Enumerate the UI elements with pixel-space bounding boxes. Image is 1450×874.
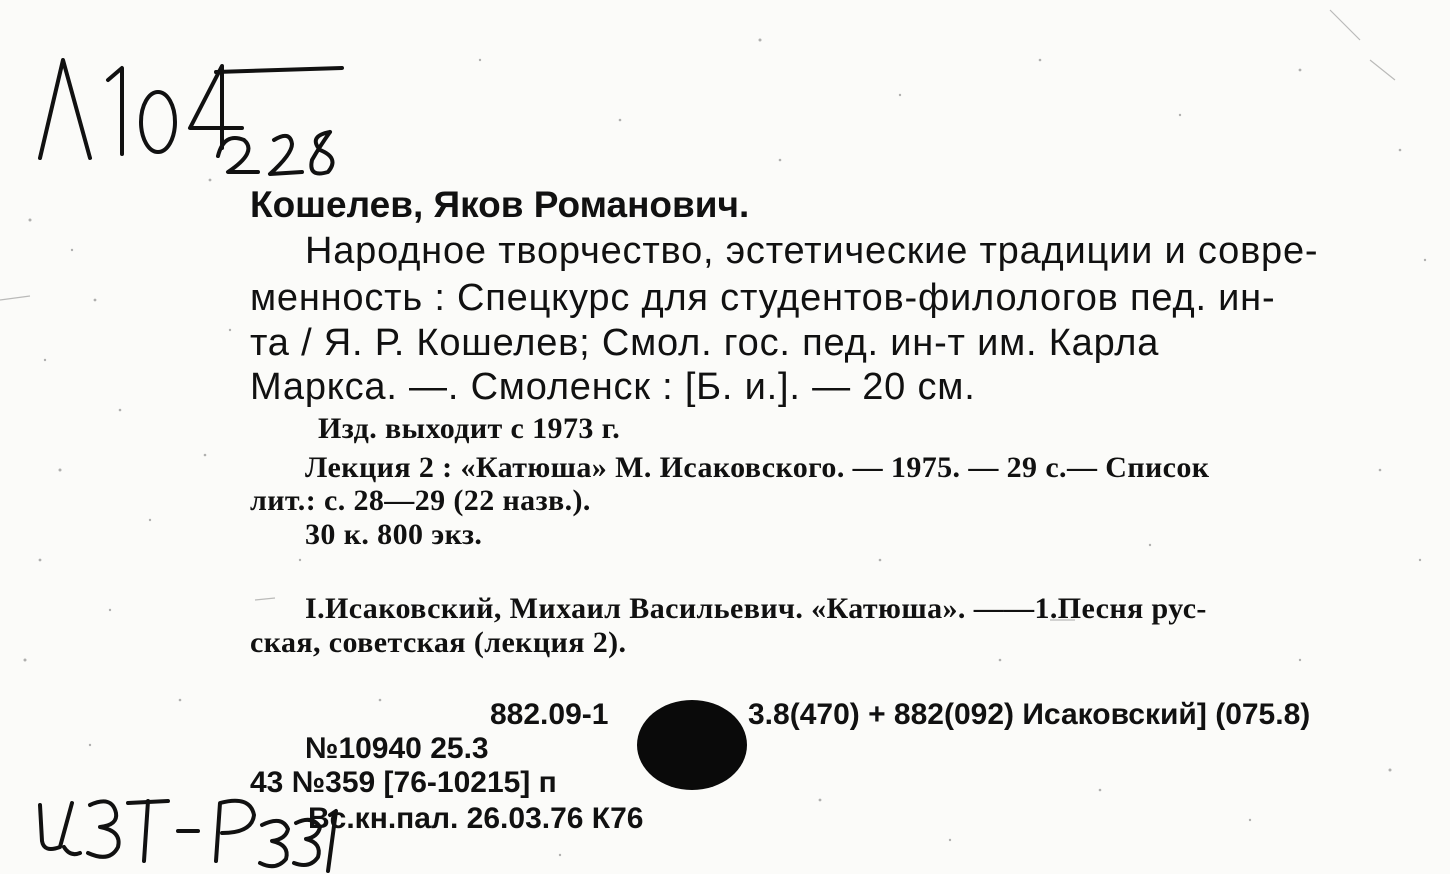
title-line-2: менность : Спецкурс для студентов-филологов пед. ин- — [250, 277, 1276, 319]
title-line-1: Народное творчество, эстетические традиции и совре- — [305, 230, 1319, 272]
author-heading: Кошелев, Яков Романович. — [250, 184, 750, 225]
ink-blot — [637, 700, 747, 790]
tracing-line-1: I.Исаковский, Михаил Васильевич. «Катюша». ——1.Песня рус- — [305, 592, 1207, 625]
order-line: 43 №359 [76-10215] п — [250, 766, 557, 799]
title-line-4: Маркса. —. Смоленск : [Б. и.]. — 20 см. — [250, 366, 976, 408]
issue-note: Изд. выходит с 1973 г. — [318, 412, 621, 445]
shelfmark-handwriting — [30, 50, 360, 190]
handwritten-note — [30, 775, 350, 874]
lecture-line-1: Лекция 2 : «Катюша» М. Исаковского. — 1975. — 29 с.— Список — [305, 451, 1210, 484]
lecture-line-2: лит.: с. 28—29 (22 назв.). — [250, 484, 591, 517]
number-line: №10940 25.3 — [305, 732, 489, 765]
book-chamber-line: Вс.кн.пал. 26.03.76 К76 — [308, 802, 644, 835]
classification-right: 3.8(470) + 882(092) Исаковский] (075.8) — [748, 698, 1311, 731]
title-line-3: та / Я. Р. Кошелев; Смол. гос. пед. ин-т им. Карла — [250, 322, 1160, 364]
tracing-line-2: ская, советская (лекция 2). — [250, 626, 627, 659]
classification-left: 882.09-1 — [490, 698, 609, 731]
price-line: 30 к. 800 экз. — [305, 518, 483, 551]
